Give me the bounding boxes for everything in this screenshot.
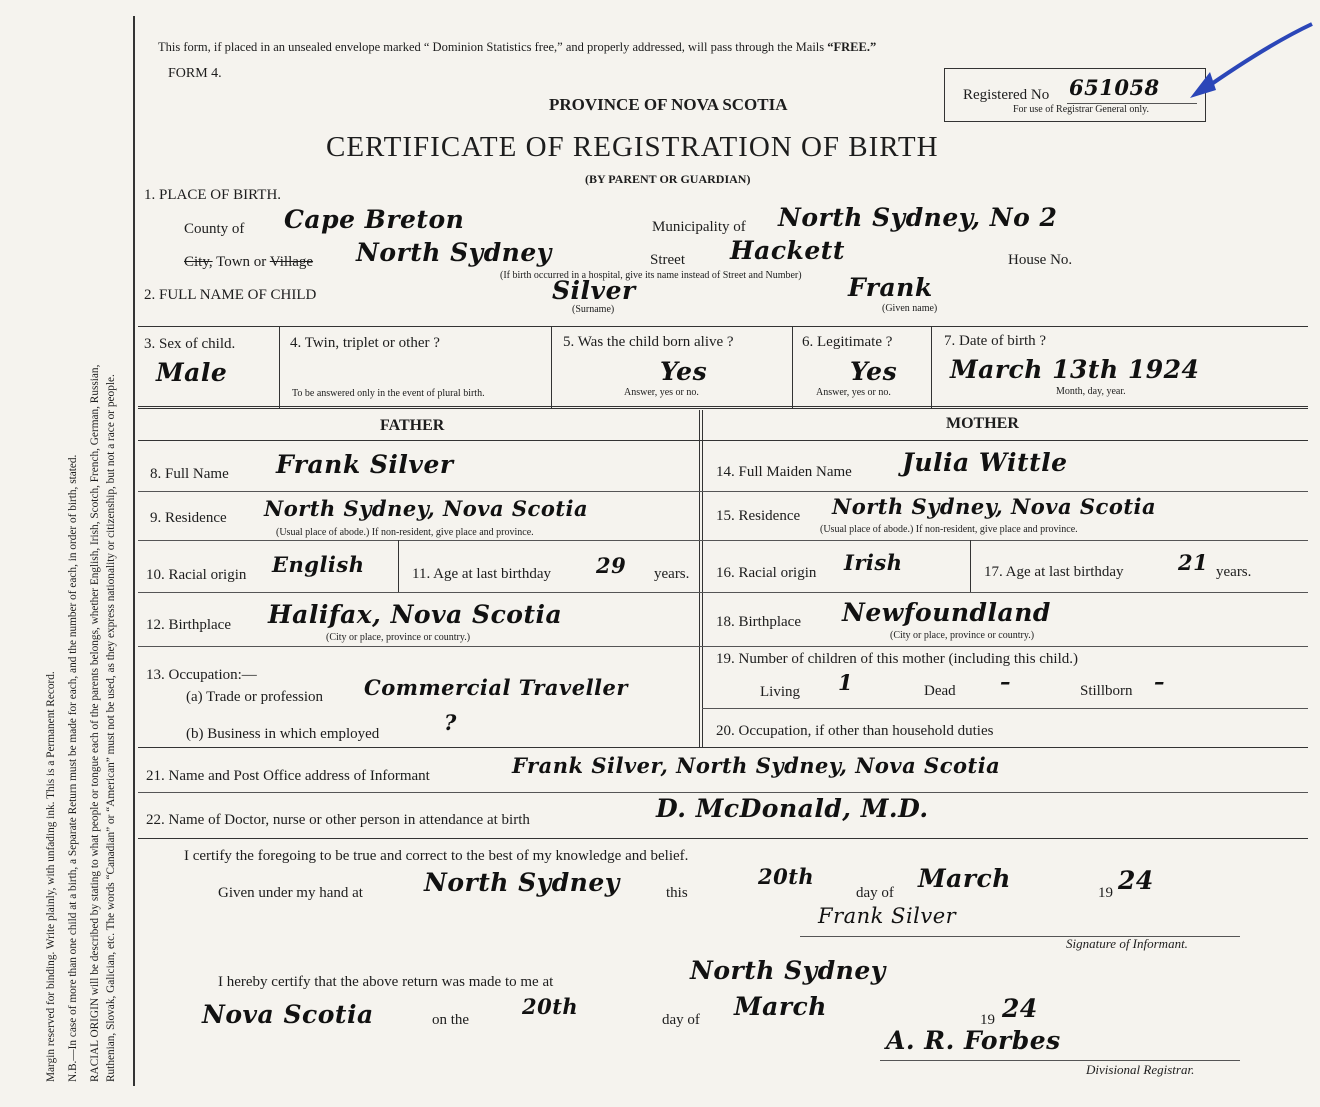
dead-label: Dead: [924, 683, 956, 699]
given-month-value: March: [918, 864, 1011, 893]
father-racial-value: English: [272, 552, 365, 577]
place-of-birth-label: 1. PLACE OF BIRTH.: [144, 187, 282, 203]
rule-above-parents: [138, 406, 1308, 409]
certify-statement: I certify the foregoing to be true and correct to the best of my knowledge and belief.: [184, 848, 689, 864]
father-age-years: years.: [654, 566, 690, 582]
mother-residence-note: (Usual place of abode.) If non-resident, give place and province.: [820, 524, 1078, 535]
registration-day-value: 20th: [522, 994, 579, 1019]
registration-label: Registered No: [963, 87, 1050, 103]
form-number: FORM 4.: [168, 66, 222, 81]
mother-racial-label: 16. Racial origin: [716, 565, 817, 581]
town-or: Town or: [216, 254, 267, 270]
father-birthplace-note: (City or place, province or country.): [326, 632, 471, 643]
certificate-title: CERTIFICATE OF REGISTRATION OF BIRTH: [326, 131, 939, 163]
rule-above-informant: [138, 747, 1308, 748]
town-value: North Sydney: [356, 238, 552, 267]
registration-place-1: North Sydney: [690, 956, 886, 985]
certificate-subtitle: (BY PARENT OR GUARDIAN): [585, 172, 751, 186]
registrar-signature-line: [880, 1060, 1240, 1061]
registrar-signature: A. R. Forbes: [886, 1026, 1061, 1055]
registration-year-value: 24: [1002, 994, 1038, 1023]
doctor-label: 22. Name of Doctor, nurse or other person in attendance at birth: [146, 812, 530, 828]
date-of-birth-label: 7. Date of birth ?: [944, 333, 1047, 349]
given-this-label: this: [666, 885, 688, 901]
rule-above-certification: [138, 838, 1308, 839]
informant-value: Frank Silver, North Sydney, Nova Scotia: [512, 753, 1001, 778]
registration-number: 651058: [1069, 75, 1160, 100]
occupation-label: 13. Occupation:—: [146, 667, 257, 683]
given-year-value: 24: [1118, 866, 1154, 895]
twin-note: To be answered only in the event of plural birth.: [292, 388, 485, 399]
father-name-label: 8. Full Name: [150, 466, 229, 482]
rule-below-informant: [138, 792, 1308, 793]
legitimate-caption: Answer, yes or no.: [816, 387, 891, 398]
mail-notice: [158, 40, 876, 55]
side-note-nb: N.B.—In case of more than one child at a birth, a Separate Return must be made for each, and the number of each, in order of birth, stated.: [67, 454, 79, 1082]
blue-arrow-mark: [1160, 14, 1320, 104]
divider-3-4: [279, 326, 280, 408]
binding-margin-rule: [133, 16, 135, 1086]
hereby-certify-label: I hereby certify that the above return was made to me at: [218, 974, 554, 990]
dead-value: –: [1000, 669, 1011, 694]
village-struck: Village: [269, 254, 314, 270]
given-place-value: North Sydney: [424, 868, 620, 897]
born-alive-value: Yes: [660, 357, 708, 386]
mother-occupation-label: 20. Occupation, if other than household duties: [716, 723, 994, 739]
born-alive-label: 5. Was the child born alive ?: [563, 334, 734, 350]
sex-label: 3. Sex of child.: [144, 336, 236, 352]
given-year-prefix: 19: [1098, 885, 1113, 901]
father-name-value: Frank Silver: [276, 450, 454, 479]
mother-residence-value: North Sydney, Nova Scotia: [832, 494, 1157, 519]
legitimate-label: 6. Legitimate ?: [802, 334, 893, 350]
province-heading: PROVINCE OF NOVA SCOTIA: [549, 95, 788, 114]
informant-signature: Frank Silver: [818, 904, 957, 928]
living-label: Living: [760, 684, 800, 700]
business-label: (b) Business in which employed: [186, 726, 380, 742]
mail-notice-text: This form, if placed in an unsealed envelope marked “ Dominion Statistics free,” and properly addressed, will pass through the Mails: [158, 40, 825, 54]
parents-divider: [699, 410, 703, 748]
father-residence-note: (Usual place of abode.) If non-resident, give place and province.: [276, 527, 534, 538]
divider-4-5: [551, 326, 552, 408]
business-value: ?: [444, 710, 457, 735]
father-residence-value: North Sydney, Nova Scotia: [264, 496, 589, 521]
surname-caption: (Surname): [572, 304, 615, 315]
house-no-label: House No.: [1008, 252, 1073, 268]
children-count-label: 19. Number of children of this mother (including this child.): [716, 651, 1079, 667]
rule-above-row3: [138, 326, 1308, 327]
street-value: Hackett: [730, 236, 845, 265]
registration-place-2: Nova Scotia: [202, 1000, 374, 1029]
stillborn-label: Stillborn: [1080, 683, 1133, 699]
date-of-birth-value: March 13th 1924: [950, 355, 1200, 384]
legitimate-value: Yes: [850, 357, 898, 386]
registration-note: For use of Registrar General only.: [1013, 104, 1149, 115]
father-age-label: 11. Age at last birthday: [412, 566, 551, 582]
father-birthplace-value: Halifax, Nova Scotia: [268, 600, 563, 629]
rule-below-racial: [138, 592, 1308, 593]
trade-label: (a) Trade or profession: [186, 689, 324, 705]
divider-racial-age-mother: [970, 540, 971, 592]
stillborn-value: –: [1154, 669, 1165, 694]
mother-name-label: 14. Full Maiden Name: [716, 464, 852, 480]
father-residence-label: 9. Residence: [150, 510, 227, 526]
divisional-registrar-caption: Divisional Registrar.: [1086, 1062, 1195, 1077]
rule-below-birthplace: [138, 646, 1308, 647]
mail-free: “FREE.”: [827, 40, 877, 54]
born-alive-caption: Answer, yes or no.: [624, 387, 699, 398]
mother-residence-label: 15. Residence: [716, 508, 801, 524]
divider-racial-age-father: [398, 540, 399, 592]
city-struck: City,: [184, 254, 213, 270]
town-label: [184, 254, 313, 271]
municipality-label: Municipality of: [652, 219, 746, 235]
hospital-note: (If birth occurred in a hospital, give its name instead of Street and Number): [500, 270, 802, 281]
rule-below-headings: [138, 440, 1308, 441]
given-under-label: Given under my hand at: [218, 885, 363, 901]
child-surname-value: Silver: [552, 276, 636, 305]
given-name-caption: (Given name): [882, 303, 938, 314]
mother-birthplace-note: (City or place, province or country.): [890, 630, 1035, 641]
rule-below-residence: [138, 540, 1308, 541]
father-racial-label: 10. Racial origin: [146, 567, 247, 583]
informant-label: 21. Name and Post Office address of Informant: [146, 768, 430, 784]
side-note-racial-1: RACIAL ORIGIN will be described by stating to what people or tongue each of the parents belongs, whether English, Irish, Scotch, French, German, Russian,: [89, 364, 101, 1082]
registration-month-value: March: [734, 992, 827, 1021]
mother-age-label: 17. Age at last birthday: [984, 564, 1124, 580]
child-given-name-value: Frank: [848, 273, 933, 302]
municipality-value: North Sydney, No 2: [778, 203, 1058, 232]
month-day-year-caption: Month, day, year.: [1056, 386, 1126, 397]
full-name-child-label: 2. FULL NAME OF CHILD: [144, 287, 317, 303]
divider-6-7: [931, 326, 932, 408]
registration-year-prefix: 19: [980, 1012, 995, 1028]
side-note-racial-2: Ruthenian, Slovak, Galician, etc. The words “Canadian” or “American” must not be used, as they express nationality or citizenship, but not a race or people.: [105, 374, 117, 1082]
divider-5-6: [792, 326, 793, 408]
mother-birthplace-label: 18. Birthplace: [716, 614, 801, 630]
mother-name-value: Julia Wittle: [902, 448, 1068, 477]
given-day-value: 20th: [758, 864, 815, 889]
twin-label: 4. Twin, triplet or other ?: [290, 335, 440, 351]
on-the-label: on the: [432, 1012, 470, 1028]
county-value: Cape Breton: [284, 205, 465, 234]
street-label: Street: [650, 252, 685, 268]
mother-birthplace-value: Newfoundland: [842, 598, 1051, 627]
father-heading: FATHER: [380, 417, 445, 434]
mother-heading: MOTHER: [946, 415, 1019, 432]
trade-value: Commercial Traveller: [364, 675, 628, 700]
father-age-value: 29: [596, 553, 627, 578]
signature-informant-caption: Signature of Informant.: [1066, 936, 1188, 951]
living-value: 1: [838, 670, 854, 695]
sex-value: Male: [156, 358, 228, 387]
given-day-of-label: day of: [856, 885, 894, 901]
side-note-margin: Margin reserved for binding. Write plainly, with unfading ink. This is a Permanent Record.: [45, 671, 57, 1082]
mother-age-value: 21: [1178, 550, 1209, 575]
father-birthplace-label: 12. Birthplace: [146, 617, 231, 633]
doctor-value: D. McDonald, M.D.: [656, 794, 929, 823]
mother-age-years: years.: [1216, 564, 1252, 580]
rule-below-children: [702, 708, 1308, 709]
registration-day-of-label: day of: [662, 1012, 700, 1028]
county-label: County of: [184, 221, 245, 237]
rule-below-names: [138, 491, 1308, 492]
mother-racial-value: Irish: [844, 550, 903, 575]
